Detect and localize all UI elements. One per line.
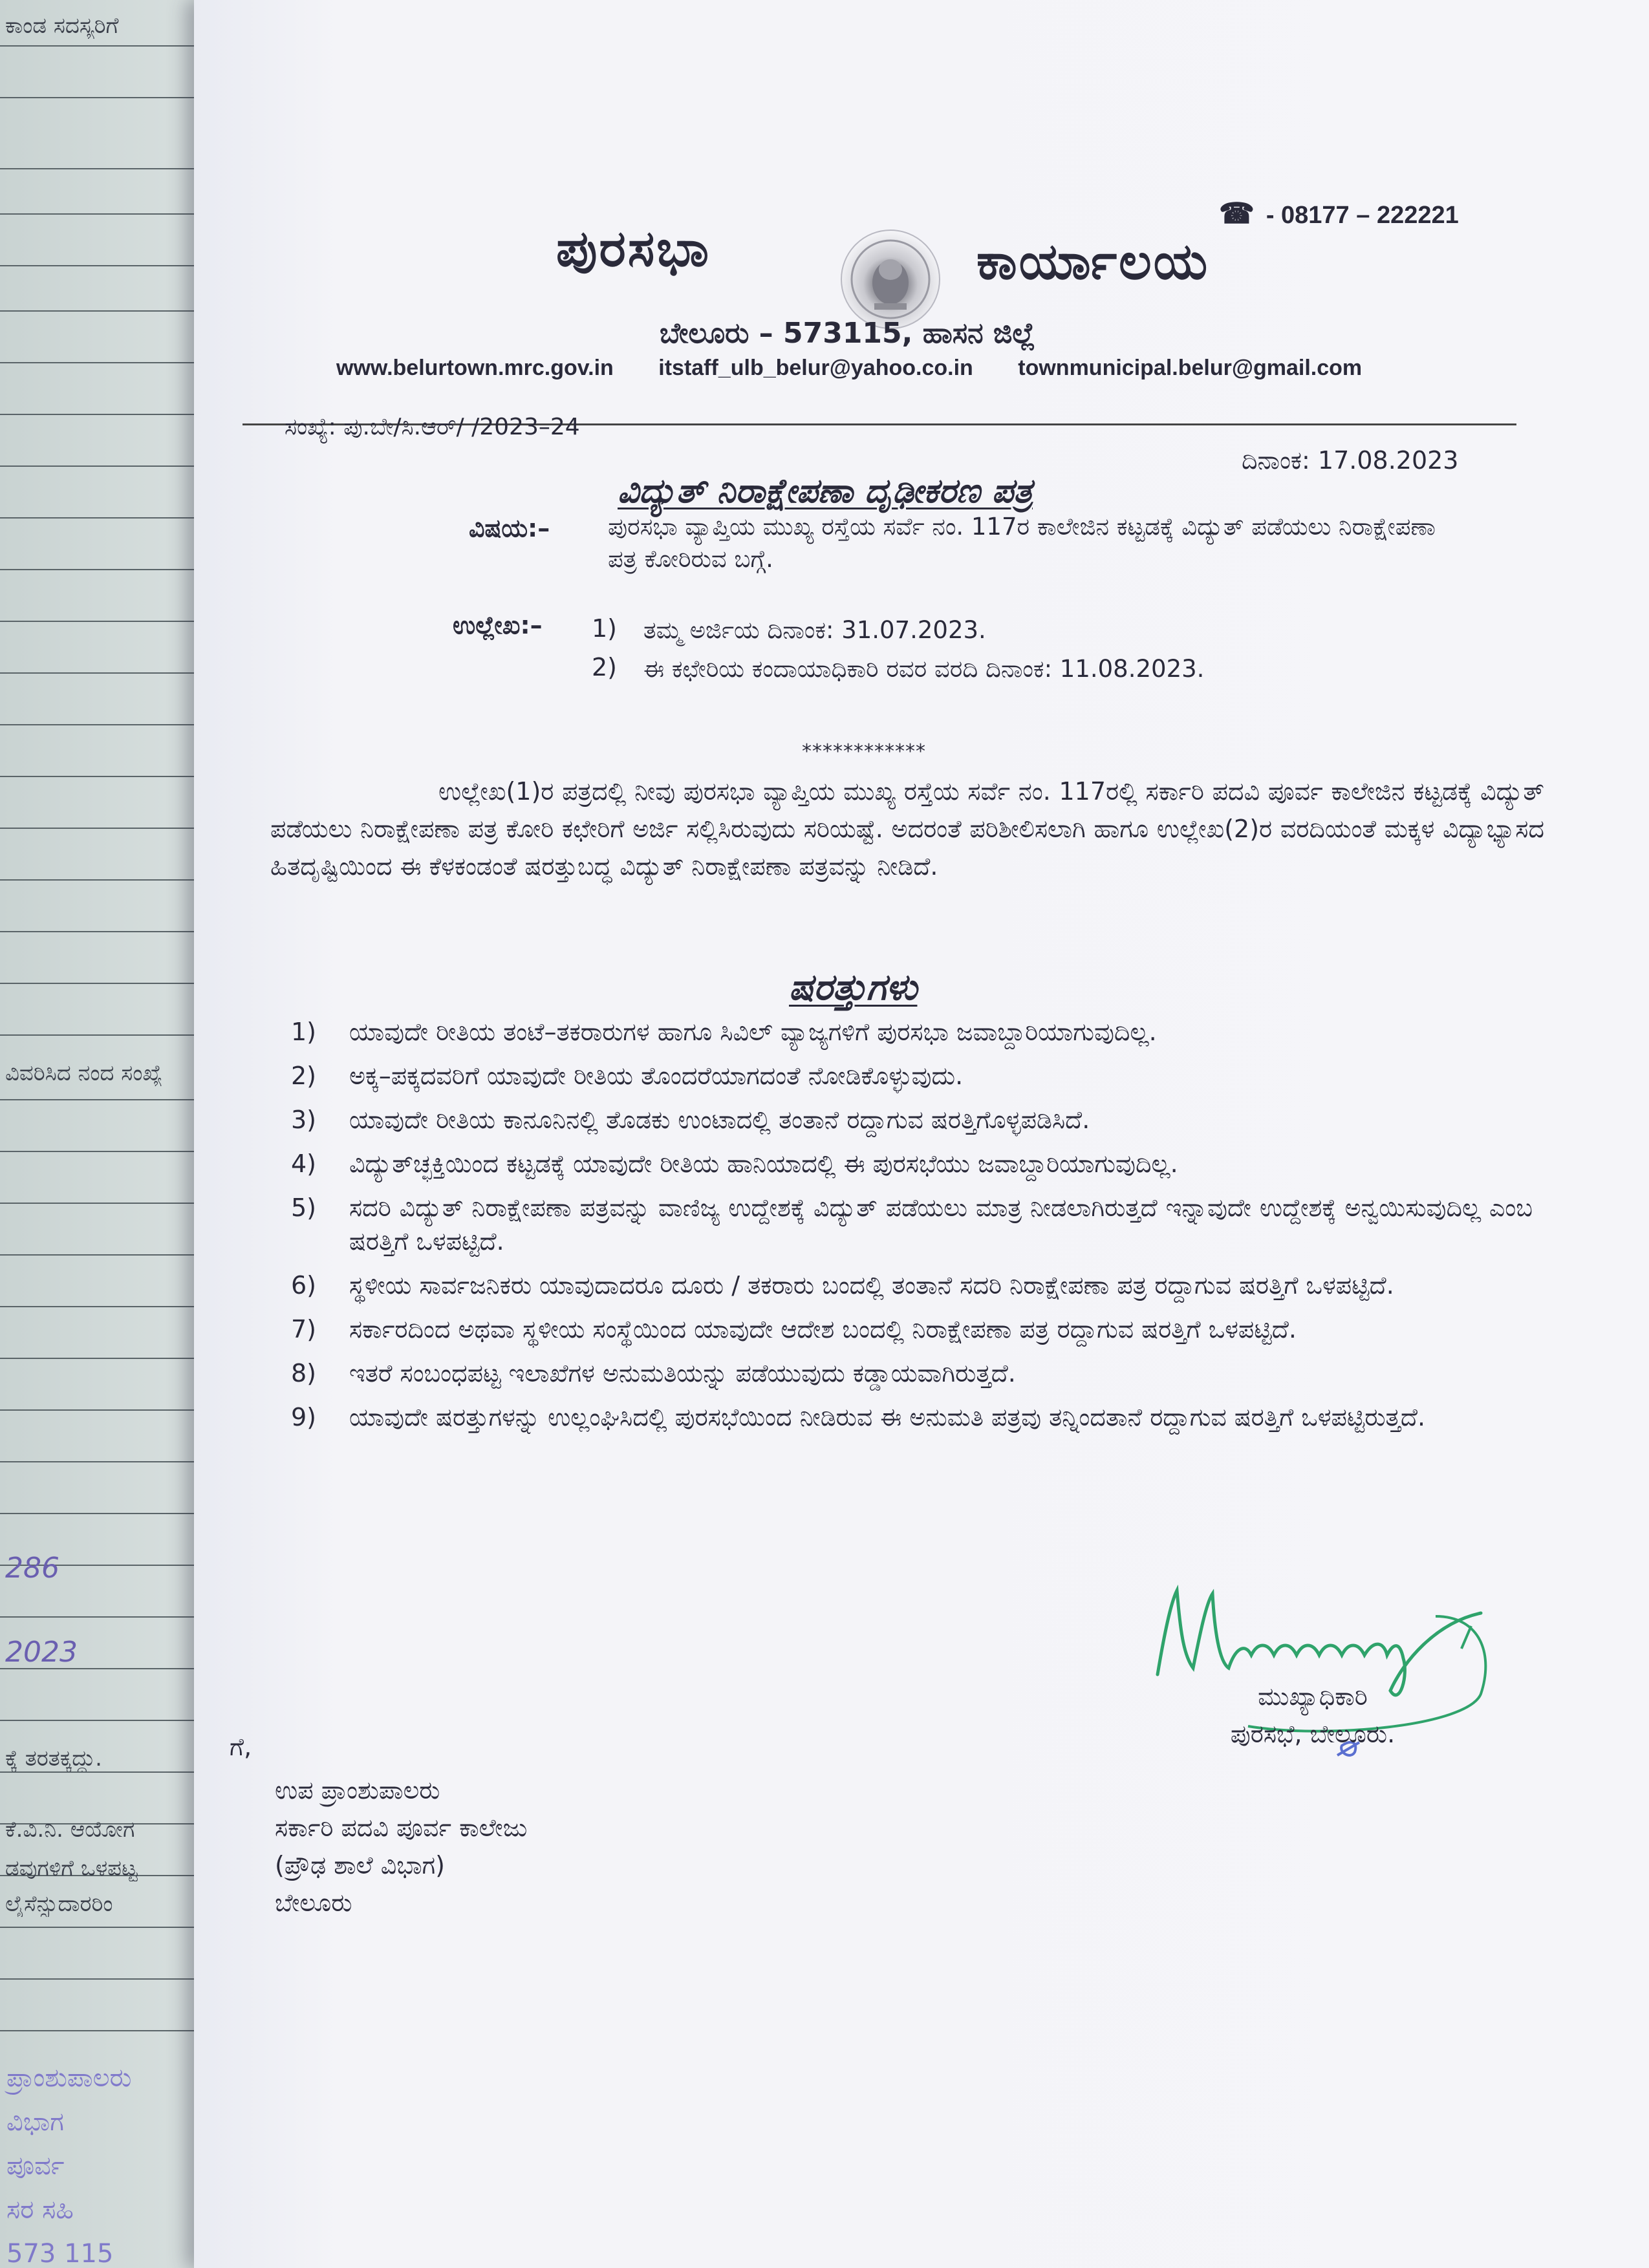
condition-number: 3): [291, 1106, 317, 1134]
phone-number: [1219, 197, 1459, 230]
stamp-line: 573 115: [6, 2239, 114, 2268]
reference-item-text: ತಮ್ಮ ಅರ್ಜಿಯ ದಿನಾಂಕ: 31.07.2023.: [643, 616, 986, 644]
condition-item: [291, 1191, 1533, 1258]
stamp-line: ಸರ ಸಹಿ: [6, 2195, 74, 2225]
condition-number: 1): [291, 1018, 317, 1046]
signatory-block: [1190, 1678, 1436, 1753]
letter-sheet: [194, 0, 1649, 2268]
condition-text: ಯಾವುದೇ ರೀತಿಯ ಕಾನೂನಿನಲ್ಲಿ ತೊಡಕು ಉಂಟಾದಲ್ಲಿ ತಂತಾನೆ ರದ್ದಾಗುವ ಷರತ್ತಿಗೊಳ್ಳಪಡಿಸಿದೆ.: [349, 1106, 1090, 1134]
condition-number: 4): [291, 1150, 317, 1178]
section-separator: ************: [802, 740, 926, 763]
reference-item-number: 2): [592, 653, 618, 681]
stamp-line: ವಿಭಾಗ: [6, 2107, 64, 2137]
condition-item: [291, 1147, 1533, 1181]
conditions-title: ಷರತ್ತುಗಳು: [789, 967, 918, 1009]
condition-item: [291, 1312, 1533, 1346]
document-title: ವಿದ್ಯುತ್ ನಿರಾಕ್ಷೇಪಣಾ ದೃಢೀಕರಣ ಪತ್ರ: [618, 472, 1033, 511]
condition-text: ಸದರಿ ವಿದ್ಯುತ್ ನಿರಾಕ್ಷೇಪಣಾ ಪತ್ರವನ್ನು ವಾಣಿಜ್ಯ ಉದ್ದೇಶಕ್ಕೆ ವಿದ್ಯುತ್ ಪಡೆಯಲು ಮಾತ್ರ ನೀಡಲಾಗಿರುತ್ತದೆ ಇನ್ನಾವುದೇ ಉದ್ದೇಶಕ್ಕೆ ಅನ್ವಯಿಸುವುದಿಲ್ಲ ಎಂಬ ಷರತ್ತಿಗೆ ಒಳಪಟ್ಟಿದೆ.: [349, 1193, 1533, 1256]
reference-item-text: ಈ ಕಛೇರಿಯ ಕಂದಾಯಾಧಿಕಾರಿ ರವರ ವರದಿ ದಿನಾಂಕ: 11.08.2023.: [643, 655, 1205, 683]
condition-number: 6): [291, 1271, 317, 1300]
signatory-designation: ಮುಖ್ಯಾಧಿಕಾರಿ: [1258, 1682, 1368, 1711]
subject-label: ವಿಷಯ:–: [469, 514, 550, 542]
condition-item: [291, 1268, 1533, 1302]
register-handwritten-number: 286: [5, 1552, 59, 1585]
college-stamp: [6, 2056, 181, 2268]
recipient-salutation: ಗೆ,: [230, 1733, 252, 1761]
references-label: ಉಲ್ಲೇಖ:–: [453, 611, 543, 639]
subject-text: ಪುರಸಭಾ ವ್ಯಾಪ್ತಿಯ ಮುಖ್ಯ ರಸ್ತೆಯ ಸರ್ವೆ ನಂ. 117ರ ಕಾಲೇಜಿನ ಕಟ್ಟಡಕ್ಕೆ ವಿದ್ಯುತ್ ಪಡೆಯಲು ನಿರಾಕ್ಷೇಪಣಾ ಪತ್ರ ಕೋರಿರುವ ಬಗ್ಗೆ.: [608, 513, 1436, 573]
recipient-address: [275, 1771, 527, 1921]
reference-item-number: 1): [592, 614, 618, 643]
register-fragment-lower-3: ಡವುಗಳಿಗೆ ಒಳಪಟ್ಟ: [5, 1856, 138, 1881]
condition-text: ಯಾವುದೇ ಷರತ್ತುಗಳನ್ನು ಉಲ್ಲಂಘಿಸಿದಲ್ಲಿ ಪುರಸಭೆಯಿಂದ ನೀಡಿರುವ ಈ ಅನುಮತಿ ಪತ್ರವು ತನ್ನಿಂದತಾನೆ ರದ್ದಾಗುವ ಷರತ್ತಿಗೆ ಒಳಪಟ್ಟಿರುತ್ತದೆ.: [349, 1403, 1426, 1431]
signatory-office: ಪುರಸಭೆ, ಬೇಲೂರು.: [1230, 1720, 1396, 1748]
telephone-icon: ☎: [1219, 198, 1255, 230]
reference-number: ಸಂಖ್ಯೆ: ಪು.ಬೇ/ಸಿ.ಆರ್/ /2023–24: [285, 414, 580, 440]
register-fragment-top: ಕಾಂಡ ಸದಸ್ಯರಿಗೆ: [5, 13, 119, 39]
condition-text: ವಿದ್ಯುತ್‌ಚ್ಛಕ್ತಿಯಿಂದ ಕಟ್ಟಡಕ್ಕೆ ಯಾವುದೇ ರೀತಿಯ ಹಾನಿಯಾದಲ್ಲಿ ಈ ಪುರಸಭೆಯು ಜವಾಬ್ದಾರಿಯಾಗುವುದಿಲ್ಲ.: [349, 1150, 1178, 1178]
register-fragment-lower-2: ಕೆ.ವಿ.ನಿ. ಆಯೋಗ: [5, 1817, 135, 1843]
letter-date: ದಿನಾಂಕ: 17.08.2023: [1242, 446, 1459, 475]
register-handwritten-year: 2023: [5, 1636, 78, 1669]
condition-item: [291, 1400, 1533, 1434]
website-link[interactable]: www.belurtown.mrc.gov.in: [336, 356, 614, 380]
office-label: ಕಾರ್ಯಾಲಯ: [976, 233, 1210, 291]
contact-links: [336, 356, 1513, 381]
body-paragraph: ಉಲ್ಲೇಖ(1)ರ ಪತ್ರದಲ್ಲಿ ನೀವು ಪುರಸಭಾ ವ್ಯಾಪ್ತಿಯ ಮುಖ್ಯ ರಸ್ತೆಯ ಸರ್ವೆ ನಂ. 117ರಲ್ಲಿ ಸರ್ಕಾರಿ ಪದವಿ ಪೂರ್ವ ಕಾಲೇಜಿನ ಕಟ್ಟಡಕ್ಕೆ ವಿದ್ಯುತ್ ಪಡೆಯಲು ನಿರಾಕ್ಷೇಪಣಾ ಪತ್ರ ಕೋರಿ ಕಛೇರಿಗೆ ಅರ್ಜಿ ಸಲ್ಲಿಸಿರುವುದು ಸರಿಯಷ್ಟೆ. ಅದರಂತೆ ಪರಿಶೀಲಿಸಲಾಗಿ ಹಾಗೂ ಉಲ್ಲೇಖ(2)ರ ವರದಿಯಂತೆ ಮಕ್ಕಳ ವಿದ್ಯಾಭ್ಯಾಸದ ಹಿತದೃಷ್ಟಿಯಿಂದ ಈ ಕೆಳಕಂಡಂತೆ ಷರತ್ತುಬದ್ಧ ವಿದ್ಯುತ್ ನಿರಾಕ್ಷೇಪಣಾ ಪತ್ರವನ್ನು ನೀಡಿದೆ.: [270, 777, 1544, 881]
recipient-line: ಉಪ ಪ್ರಾಂಶುಪಾಲರು: [275, 1776, 440, 1804]
email-link-yahoo[interactable]: itstaff_ulb_belur@yahoo.co.in: [658, 356, 973, 380]
stamp-line: ಪೂರ್ವ: [6, 2151, 65, 2181]
register-fragment-mid: ವಿವರಿಸಿದ ನಂದ ಸಂಖ್ಯೆ: [5, 1060, 163, 1086]
condition-item: [291, 1059, 1533, 1093]
condition-number: 2): [291, 1062, 317, 1090]
office-address: ಬೇಲೂರು – 573115, ಹಾಸನ ಜಿಲ್ಲೆ: [660, 317, 1035, 350]
condition-number: 5): [291, 1193, 317, 1222]
register-fragment-lower-1: ಕ್ಕೆ ತರತಕ್ಕದ್ದು.: [5, 1746, 102, 1771]
org-name: ಪುರಸಭಾ: [556, 220, 711, 278]
condition-number: 9): [291, 1403, 317, 1431]
recipient-line: (ಪ್ರೌಢ ಶಾಲೆ ವಿಭಾಗ): [275, 1851, 445, 1879]
condition-item: [291, 1015, 1533, 1049]
condition-item: [291, 1103, 1533, 1137]
email-link-gmail[interactable]: townmunicipal.belur@gmail.com: [1018, 356, 1363, 380]
municipal-emblem-icon: [841, 230, 940, 329]
phone-text: - 08177 – 222221: [1266, 202, 1459, 229]
conditions-list: [291, 1015, 1533, 1444]
condition-text: ಅಕ್ಕ–ಪಕ್ಕದವರಿಗೆ ಯಾವುದೇ ರೀತಿಯ ತೊಂದರೆಯಾಗದಂತೆ ನೋಡಿಕೊಳ್ಳುವುದು.: [349, 1062, 964, 1090]
condition-text: ಸ್ಥಳೀಯ ಸಾರ್ವಜನಿಕರು ಯಾವುದಾದರೂ ದೂರು / ತಕರಾರು ಬಂದಲ್ಲಿ ತಂತಾನೆ ಸದರಿ ನಿರಾಕ್ಷೇಪಣಾ ಪತ್ರ ರದ್ದಾಗುವ ಷರತ್ತಿಗೆ ಒಳಪಟ್ಟಿದೆ.: [349, 1271, 1394, 1300]
condition-number: 8): [291, 1359, 317, 1387]
recipient-line: ಬೇಲೂರು: [275, 1888, 352, 1917]
condition-number: 7): [291, 1315, 317, 1343]
condition-item: [291, 1356, 1533, 1390]
register-fragment-lower-4: ಲೈಸೆನ್ಸುದಾರರಿಂ: [5, 1891, 113, 1917]
condition-text: ಯಾವುದೇ ರೀತಿಯ ತಂಟೆ–ತಕರಾರುಗಳ ಹಾಗೂ ಸಿವಿಲ್ ವ್ಯಾಜ್ಯಗಳಿಗೆ ಪುರಸಭಾ ಜವಾಬ್ದಾರಿಯಾಗುವುದಿಲ್ಲ.: [349, 1018, 1157, 1046]
condition-text: ಇತರೆ ಸಂಬಂಧಪಟ್ಟ ಇಲಾಖೆಗಳ ಅನುಮತಿಯನ್ನು ಪಡೆಯುವುದು ಕಡ್ಡಾಯವಾಗಿರುತ್ತದೆ.: [349, 1359, 1016, 1387]
stamp-line: ಪ್ರಾಂಶುಪಾಲರು: [6, 2063, 132, 2093]
recipient-line: ಸರ್ಕಾರಿ ಪದವಿ ಪೂರ್ವ ಕಾಲೇಜು: [275, 1813, 528, 1842]
condition-text: ಸರ್ಕಾರದಿಂದ ಅಥವಾ ಸ್ಥಳೀಯ ಸಂಸ್ಥೆಯಿಂದ ಯಾವುದೇ ಆದೇಶ ಬಂದಲ್ಲಿ ನಿರಾಕ್ಷೇಪಣಾ ಪತ್ರ ರದ್ದಾಗುವ ಷರತ್ತಿಗೆ ಒಳಪಟ್ಟಿದೆ.: [349, 1315, 1297, 1343]
